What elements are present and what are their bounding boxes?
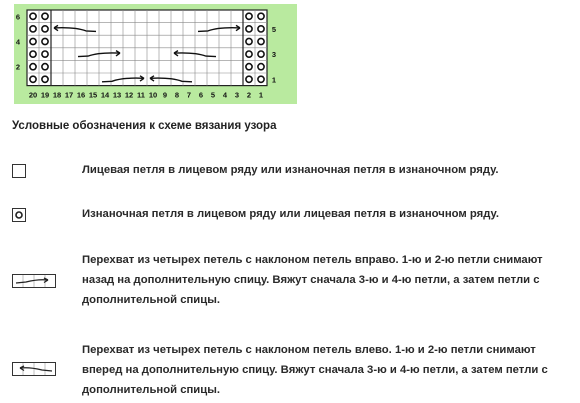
column-number: 18 bbox=[52, 90, 62, 100]
column-number: 5 bbox=[210, 90, 216, 100]
row-number-left: 6 bbox=[15, 12, 21, 22]
row-number-right: 1 bbox=[271, 75, 277, 85]
cable-left-icon bbox=[12, 362, 56, 376]
column-number: 10 bbox=[148, 90, 158, 100]
column-number: 2 bbox=[246, 90, 252, 100]
legend-item-knit bbox=[12, 160, 572, 182]
column-number: 11 bbox=[137, 90, 145, 100]
column-number: 1 bbox=[258, 90, 264, 100]
legend-text-cable-left: Перехват из четырех петель с наклоном петель влево. 1-ю и 2-ю петли снимают вперед на дополнительную спицу. Вяжут сначала 3-ю и 4-ю петли, а затем петли с дополнительной спицы. bbox=[82, 344, 548, 396]
column-number: 13 bbox=[112, 90, 122, 100]
column-number: 20 bbox=[28, 90, 38, 100]
column-number: 3 bbox=[234, 90, 240, 100]
legend-text-knit: Лицевая петля в лицевом ряду или изнаночная петля в изнаночном ряду. bbox=[82, 164, 499, 176]
purl-icon bbox=[12, 208, 26, 222]
legend-item-cable-right bbox=[12, 250, 572, 312]
column-number: 6 bbox=[198, 90, 204, 100]
column-number: 12 bbox=[124, 90, 134, 100]
row-number-right: 3 bbox=[271, 50, 277, 60]
column-number: 19 bbox=[40, 90, 50, 100]
column-number: 9 bbox=[162, 90, 168, 100]
column-number: 8 bbox=[174, 90, 180, 100]
legend-item-cable-left bbox=[12, 340, 572, 402]
column-number: 15 bbox=[88, 90, 98, 100]
legend-text-purl: Изнаночная петля в лицевом ряду или лицевая петля в изнаночном ряду. bbox=[82, 208, 499, 220]
knitting-chart bbox=[6, 4, 296, 104]
legend-text-cable-right: Перехват из четырех петель с наклоном петель вправо. 1-ю и 2-ю петли снимают назад на дополнительную спицу. Вяжут сначала 3-ю и 4-ю петли, а затем петли с дополнительной спицы. bbox=[82, 254, 543, 306]
row-number-right: 5 bbox=[271, 24, 277, 34]
legend-title: Условные обозначения к схеме вязания узора bbox=[12, 120, 277, 132]
column-number: 17 bbox=[64, 90, 74, 100]
column-number: 4 bbox=[222, 90, 228, 100]
column-number: 16 bbox=[76, 90, 86, 100]
knit-icon bbox=[12, 164, 26, 178]
chart-grid bbox=[6, 4, 306, 108]
cable-right-icon bbox=[12, 274, 56, 288]
row-number-left: 4 bbox=[15, 37, 21, 47]
column-number: 14 bbox=[100, 90, 110, 100]
column-number: 7 bbox=[186, 90, 192, 100]
row-number-left: 2 bbox=[15, 62, 21, 72]
legend-item-purl bbox=[12, 204, 572, 226]
